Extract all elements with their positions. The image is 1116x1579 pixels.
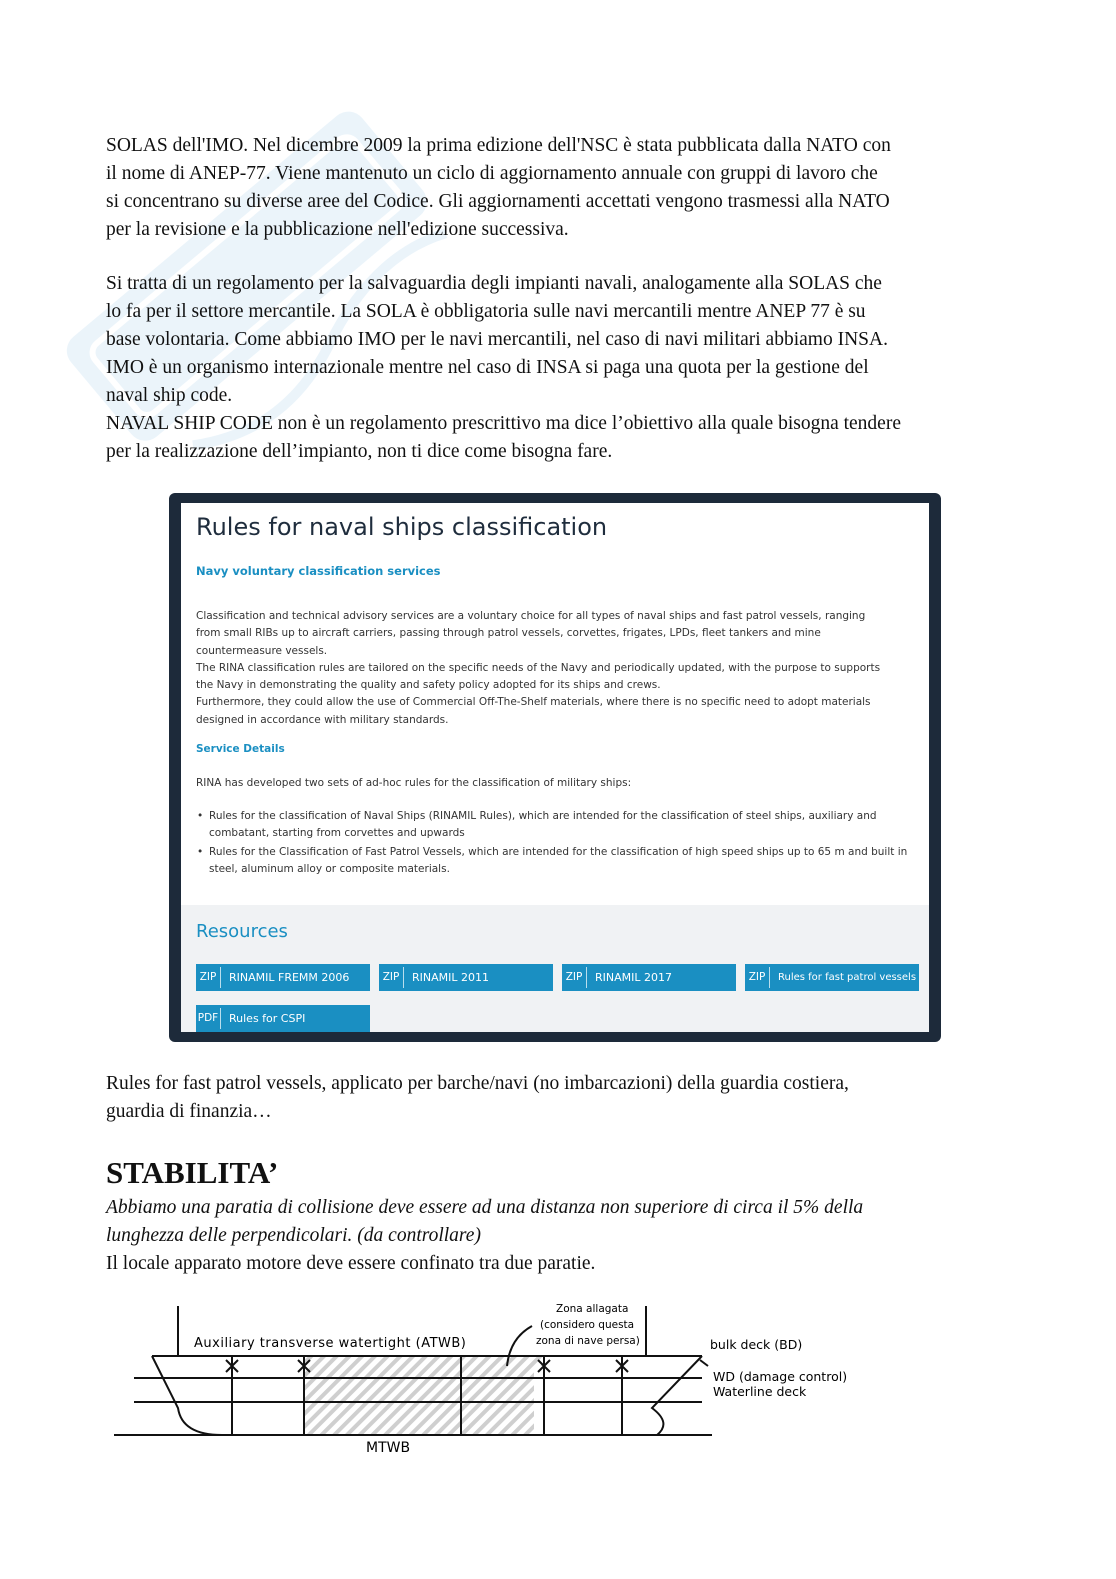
screenshot-title: Rules for naval ships classification xyxy=(196,513,608,541)
pdf-icon: PDF xyxy=(196,1008,221,1029)
text-line: Si tratta di un regolamento per la salvaguardia degli impianti navali, analogamente alla SOLAS che xyxy=(106,273,882,294)
text-line: Il locale apparato motore deve essere confinato tra due paratie. xyxy=(106,1253,596,1274)
body-line: the Navy in demonstrating the quality and safety policy adopted for its ships and crews. xyxy=(196,679,661,692)
text-line: per la realizzazione dell’impianto, non ti dice come bisogna fare. xyxy=(106,441,613,462)
label-waterline-deck: Waterline deck xyxy=(713,1384,807,1399)
embedded-screenshot xyxy=(169,493,941,1042)
service-details-intro: RINA has developed two sets of ad-hoc rules for the classification of military ships: xyxy=(196,777,632,789)
text-line: naval ship code. xyxy=(106,385,233,406)
text-line: Abbiamo una paratia di collisione deve essere ad una distanza non superiore di circa il 5% della xyxy=(106,1197,864,1218)
text-line: IMO è un organismo internazionale mentre nel caso di INSA si paga una quota per la gestione del xyxy=(106,357,869,378)
text-line: lunghezza delle perpendicolari. (da controllare) xyxy=(106,1225,481,1246)
resource-label: Rules for CSPI xyxy=(229,1011,306,1025)
body-line: The RINA classification rules are tailored on the specific needs of the Navy and periodically updated, with the purpose to supports xyxy=(196,661,881,674)
paragraph-4 xyxy=(106,1194,1002,1278)
text-line: NAVAL SHIP CODE non è un regolamento prescrittivo ma dice l’obiettivo alla quale bisogna tendere xyxy=(106,413,901,434)
text-line: guardia di finanzia… xyxy=(106,1101,272,1122)
section-heading: STABILITA’ xyxy=(106,1155,279,1190)
text-line: SOLAS dell'IMO. Nel dicembre 2009 la prima edizione dell'NSC è stata pubblicata dalla NATO con xyxy=(106,135,891,156)
resource-rinamil-fremm-2006[interactable] xyxy=(196,964,370,991)
resource-rules-cspi[interactable] xyxy=(196,1005,370,1032)
text-line: si concentrano su diverse aree del Codice. Gli aggiornamenti accettati vengono trasmessi alla NATO xyxy=(106,191,890,212)
text-line: base volontaria. Come abbiamo IMO per le navi mercantili, nel caso di navi militari abbiamo INSA. xyxy=(106,329,888,350)
resources-title: Resources xyxy=(196,921,288,942)
service-details-heading: Service Details xyxy=(196,743,285,755)
resource-label: RINAMIL FREMM 2006 xyxy=(229,970,350,984)
flooded-zone xyxy=(304,1360,534,1435)
text-line: il nome di ANEP-77. Viene mantenuto un ciclo di aggiornamento annuale con gruppi di lavoro che xyxy=(106,163,878,184)
body-line: designed in accordance with military standards. xyxy=(196,713,449,726)
resource-label: RINAMIL 2017 xyxy=(595,970,672,984)
ship-compartment-diagram xyxy=(112,1298,852,1463)
screenshot-page xyxy=(181,503,929,1032)
paragraph-3 xyxy=(106,1070,1002,1126)
paragraph-2 xyxy=(106,270,1002,466)
screenshot-body xyxy=(196,608,918,729)
rules-list xyxy=(196,808,918,879)
label-mtwb: MTWB xyxy=(366,1440,411,1456)
resource-fast-patrol[interactable] xyxy=(745,964,919,991)
resource-rinamil-2011[interactable] xyxy=(379,964,553,991)
text-line: per la revisione e la pubblicazione nell'edizione successiva. xyxy=(106,219,569,240)
resource-label: Rules for fast patrol vessels xyxy=(778,971,917,983)
screenshot-subtitle: Navy voluntary classification services xyxy=(196,564,441,578)
zip-icon: ZIP xyxy=(745,967,770,988)
text-line: Rules for fast patrol vessels, applicato per barche/navi (no imbarcazioni) della guardia costiera, xyxy=(106,1073,849,1094)
text-line: lo fa per il settore mercantile. La SOLA è obbligatoria sulle navi mercantili mentre ANEP 77 è su xyxy=(106,301,866,322)
label-zone-2: (considero questa xyxy=(540,1319,635,1331)
body-line: Classification and technical advisory services are a voluntary choice for all types of naval ships and fast patrol vessels, ranging xyxy=(196,610,866,622)
zip-icon: ZIP xyxy=(196,967,221,988)
list-item: • Rules for the classification of Naval Ships (RINAMIL Rules), which are intended for the classification of steel ships, auxiliary and combatant, starting from corvettes and upwards xyxy=(196,808,918,843)
zip-icon: ZIP xyxy=(562,967,587,988)
body-line: countermeasure vessels. xyxy=(196,644,328,657)
label-bulk-deck: bulk deck (BD) xyxy=(710,1337,803,1352)
list-item: • Rules for the Classification of Fast Patrol Vessels, which are intended for the classification of high speed ships up to 65 m and built in steel, aluminum alloy or composite materials. xyxy=(196,844,918,879)
body-line: from small RIBs up to aircraft carriers, passing through patrol vessels, corvettes, frigates, LPDs, fleet tankers and mine xyxy=(196,627,821,640)
label-atwb: Auxiliary transverse watertight (ATWB) xyxy=(194,1336,467,1351)
resources-section xyxy=(181,905,929,1032)
label-zone-3: zona di nave persa) xyxy=(536,1335,640,1347)
body-line: Furthermore, they could allow the use of Commercial Off-The-Shelf materials, where there is no specific need to adopt materials xyxy=(196,696,871,709)
zip-icon: ZIP xyxy=(379,967,404,988)
label-zone-1: Zona allagata xyxy=(556,1303,629,1315)
resource-rinamil-2017[interactable] xyxy=(562,964,736,991)
resource-label: RINAMIL 2011 xyxy=(412,970,489,984)
paragraph-1 xyxy=(106,132,1002,244)
label-wd: WD (damage control) xyxy=(713,1369,848,1384)
